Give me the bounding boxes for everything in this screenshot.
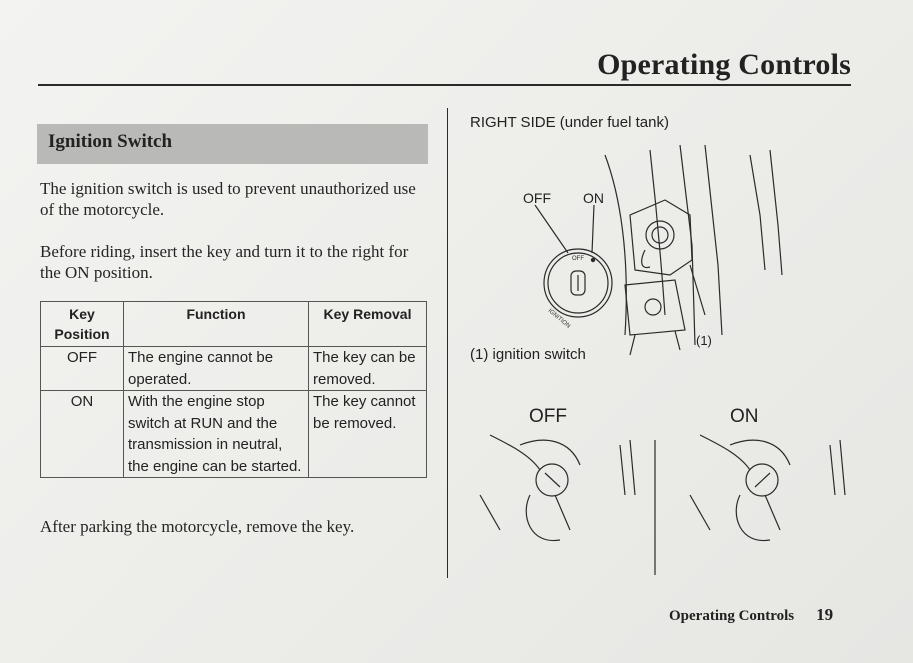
off-illustration-label: OFF: [529, 406, 567, 427]
table-cell-removal: The key can be removed.: [309, 347, 427, 391]
table-header-function: Function: [124, 302, 309, 347]
table-cell-function: With the engine stop switch at RUN and the transmission in neutral, the engine can be started.: [124, 391, 309, 478]
instruction-paragraph: Before riding, insert the key and turn it to the right for the ON position.: [40, 242, 409, 282]
dial-off-text: OFF: [572, 256, 584, 262]
table-header-key-position: Key Position: [41, 302, 124, 347]
footer-section: Operating Controls: [669, 608, 795, 624]
header-rule: [38, 84, 851, 86]
table-cell-position: OFF: [41, 347, 124, 391]
column-divider: [447, 108, 448, 578]
table-cell-position: ON: [41, 391, 124, 478]
table-row: [41, 391, 427, 478]
dial-ignition-text: IGNITION: [546, 307, 572, 330]
table-cell-removal: The key cannot be removed.: [309, 391, 427, 478]
closing-paragraph: After parking the motorcycle, remove the key.: [40, 517, 355, 536]
page-title: Operating Controls: [597, 48, 851, 81]
callout-number: (1): [696, 333, 712, 348]
key-position-table: [40, 301, 427, 478]
page-footer: [669, 605, 833, 625]
on-illustration-label: ON: [730, 406, 759, 427]
table-header-key-removal: Key Removal: [309, 302, 427, 347]
figure-caption: RIGHT SIDE (under fuel tank): [470, 114, 669, 131]
callout-legend: (1) ignition switch: [470, 346, 586, 363]
off-position-label: OFF: [523, 190, 551, 206]
page-number: 19: [816, 605, 834, 624]
on-position-label: ON: [583, 190, 604, 206]
table-cell-function: The engine cannot be operated.: [124, 347, 309, 391]
section-heading: Ignition Switch: [37, 124, 428, 164]
table-header-row: [41, 302, 427, 347]
intro-paragraph: The ignition switch is used to prevent unauthorized use of the motorcycle.: [40, 179, 416, 219]
table-row: [41, 347, 427, 391]
